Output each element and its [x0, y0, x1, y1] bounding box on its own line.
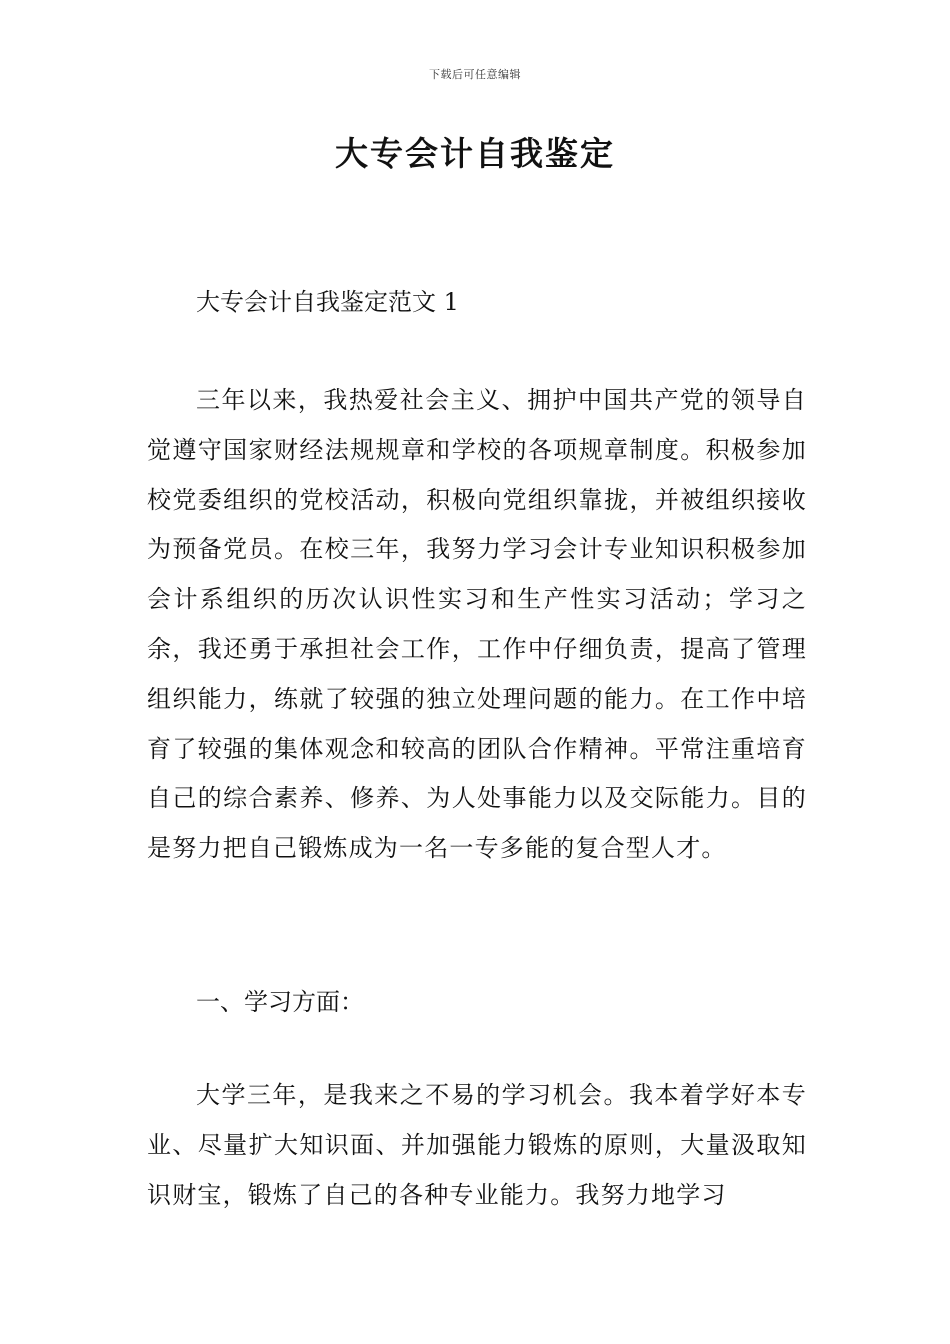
paragraph-overview: 三年以来，我热爱社会主义、拥护中国共产党的领导自觉遵守国家财经法规规章和学校的各项规章制度。积极参加校党委组织的党校活动，积极向党组织靠拢，并被组织接收为预备党员。在校三年，我努力学习会计专业知识积极参加会计系组织的历次认识性实习和生产性实习活动；学习之余，我还勇于承担社会工作，工作中仔细负责，提高了管理组织能力，练就了较强的独立处理问题的能力。在工作中培育了较强的集体观念和较高的团队合作精神。平常注重培育自己的综合素养、修养、为人处事能力以及交际能力。目的是努力把自己锻炼成为一名一专多能的复合型人才。 [147, 386, 807, 863]
document-title: 大专会计自我鉴定 [335, 134, 615, 173]
section-heading-sample-1: 大专会计自我鉴定范文 1 [196, 288, 459, 316]
section-heading-study: 一、学习方面： [196, 988, 364, 1016]
header-note: 下载后可任意编辑 [429, 68, 521, 81]
paragraph-study: 大学三年，是我来之不易的学习机会。我本着学好本专业、尽量扩大知识面、并加强能力锻炼的原则，大量汲取知识财宝，锻炼了自己的各种专业能力。我努力地学习 [147, 1081, 807, 1209]
